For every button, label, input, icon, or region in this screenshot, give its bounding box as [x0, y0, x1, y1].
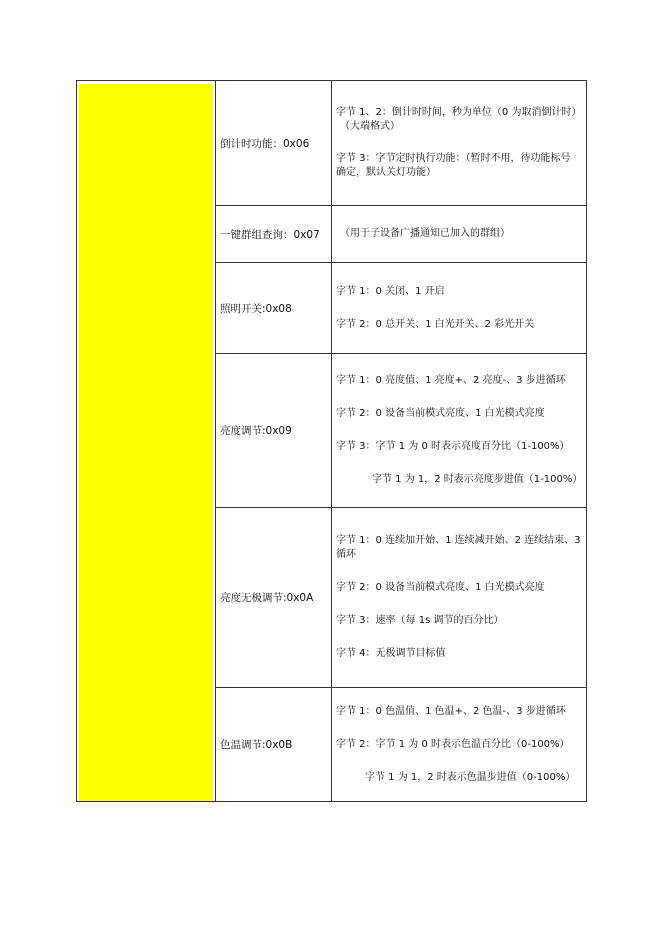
desc-line: 字节 2：0 总开关、1 白光开关、2 彩光开关	[336, 318, 535, 330]
desc-line: 确定，默认关灯功能）	[336, 167, 436, 178]
yellow-highlight	[79, 84, 213, 801]
desc-line: 字节 2：字节 1 为 0 时表示色温百分比（0-100%）	[336, 738, 570, 750]
function-cell: 亮度无极调节:0x0A	[216, 508, 332, 688]
desc-line: 字节 2：0 设备当前模式亮度、1 白光模式亮度	[336, 582, 545, 593]
function-cell: 一键群组查询：0x07	[216, 206, 332, 263]
desc-line: （用于子设备广播通知已加入的群组）	[340, 228, 510, 239]
description-cell	[332, 206, 587, 263]
description-cell	[332, 688, 587, 802]
desc-line: 字节 3：字节定时执行功能：（暂时不用，待功能标号	[336, 153, 571, 164]
desc-line: 字节 1：0 色温值、1 色温+、2 色温-、3 步进循环	[336, 705, 566, 717]
desc-line: 字节 3：字节 1 为 0 时表示亮度百分比（1-100%）	[336, 441, 570, 452]
desc-line: 字节 1：0 亮度值、1 亮度+、2 亮度-、3 步进循环	[336, 375, 566, 386]
desc-line: （大端格式）	[340, 121, 400, 132]
function-cell: 色温调节:0x0B	[216, 688, 332, 802]
desc-line: 字节 1：0 关闭、1 开启	[336, 285, 445, 297]
desc-line: 字节 1 为 1，2 时表示亮度步进值（1-100%）	[372, 474, 583, 485]
table-row	[77, 81, 587, 206]
desc-line: 字节 1 为 1，2 时表示色温步进值（0-100%）	[365, 771, 576, 783]
description-cell	[332, 81, 587, 206]
desc-line: 字节 1、2：倒计时时间，秒为单位（0 为取消倒计时）	[336, 107, 582, 118]
function-cell: 倒计时功能：0x06	[216, 81, 332, 206]
highlighted-category-cell	[77, 81, 216, 802]
description-cell	[332, 263, 587, 354]
desc-line: 字节 3：速率（每 1s 调节的百分比）	[336, 615, 504, 626]
desc-line: 字节 1：0 连续加开始、1 连续减开始、2 连续结束、3	[336, 535, 581, 546]
desc-line: 字节 2：0 设备当前模式亮度、1 白光模式亮度	[336, 408, 545, 419]
protocol-table	[76, 80, 587, 802]
function-cell: 照明开关:0x08	[216, 263, 332, 354]
desc-line: 循环	[336, 549, 356, 560]
desc-line: 字节 4：无极调节目标值	[336, 648, 446, 659]
description-cell	[332, 354, 587, 508]
description-cell	[332, 508, 587, 688]
function-cell: 亮度调节:0x09	[216, 354, 332, 508]
